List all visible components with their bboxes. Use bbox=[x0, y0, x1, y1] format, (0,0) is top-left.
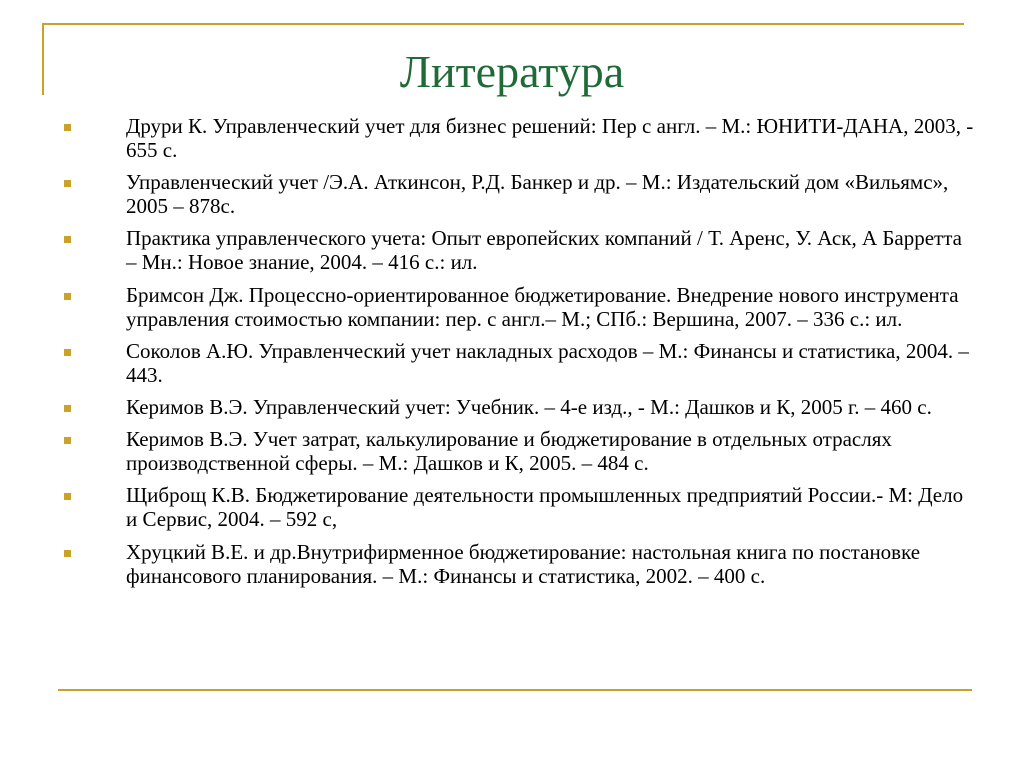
reference-item bbox=[64, 483, 974, 531]
reference-item bbox=[64, 283, 974, 331]
square-bullet-icon bbox=[64, 124, 71, 131]
reference-item bbox=[64, 170, 974, 218]
square-bullet-icon bbox=[64, 550, 71, 557]
reference-item bbox=[64, 395, 974, 419]
square-bullet-icon bbox=[64, 236, 71, 243]
slide-title: Литература bbox=[399, 46, 625, 97]
square-bullet-icon bbox=[64, 437, 71, 444]
square-bullet-icon bbox=[64, 349, 71, 356]
reference-text: Хруцкий В.Е. и др.Внутрифирменное бюджетирование: настольная книга по постановке финансового планирования. – М.: Финансы и статистика, 2002. – 400 с. bbox=[126, 539, 921, 588]
square-bullet-icon bbox=[64, 405, 71, 412]
reference-list bbox=[64, 114, 974, 596]
square-bullet-icon bbox=[64, 493, 71, 500]
reference-text: Щиброщ К.В. Бюджетирование деятельности промышленных предприятий России.- М: Дело и Сервис, 2004. – 592 с, bbox=[126, 483, 964, 532]
reference-item bbox=[64, 427, 974, 475]
reference-text: Бримсон Дж. Процессно-ориентированное бюджетирование. Внедрение нового инструмента управления стоимостью компании: пер. с англ.– М.; СПб.: Вершина, 2007. – 336 с.: ил. bbox=[126, 282, 959, 331]
reference-item bbox=[64, 226, 974, 274]
reference-text: Управленческий учет /Э.А. Аткинсон, Р.Д. Банкер и др. – М.: Издательский дом «Вильямс», 2005 – 878с. bbox=[126, 170, 949, 219]
reference-item bbox=[64, 540, 974, 588]
square-bullet-icon bbox=[64, 180, 71, 187]
square-bullet-icon bbox=[64, 293, 71, 300]
reference-text: Практика управленческого учета: Опыт европейских компаний / Т. Аренс, У. Аск, А Барретта – Мн.: Новое знание, 2004. – 416 с.: ил. bbox=[126, 226, 962, 275]
frame-bottom-line bbox=[58, 689, 972, 691]
reference-item bbox=[64, 114, 974, 162]
reference-text: Керимов В.Э. Управленческий учет: Учебник. – 4-е изд., - М.: Дашков и К, 2005 г. – 460 с. bbox=[126, 394, 932, 419]
reference-text: Друри К. Управленческий учет для бизнес решений: Пер с англ. – М.: ЮНИТИ-ДАНА, 2003, - 655 с. bbox=[126, 114, 974, 162]
reference-text: Соколов А.Ю. Управленческий учет накладных расходов – М.: Финансы и статистика, 2004. – 443. bbox=[126, 338, 969, 387]
reference-item bbox=[64, 339, 974, 387]
reference-text: Керимов В.Э. Учет затрат, калькулирование и бюджетирование в отдельных отраслях производственной сферы. – М.: Дашков и К, 2005. – 484 с. bbox=[126, 427, 892, 476]
frame-top-line bbox=[42, 23, 964, 25]
